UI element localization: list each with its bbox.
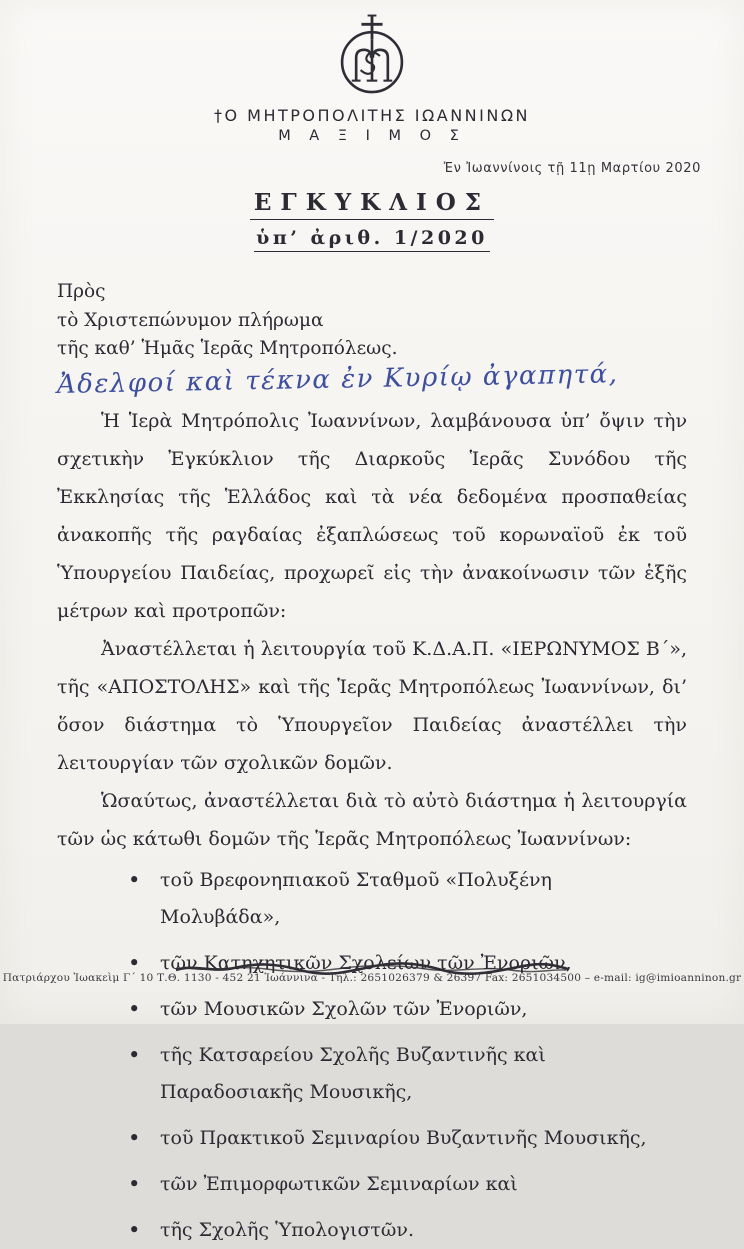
subject-block (57, 189, 687, 252)
list-item: • τῶν Ἐπιμορφωτικῶν Σεμιναρίων καὶ (57, 1166, 687, 1203)
handwritten-salutation: Ἀδελφοί καὶ τέκνα ἐν Κυρίῳ ἀγαπητά, (56, 358, 619, 400)
list-item: • τῶν Μουσικῶν Σχολῶν τῶν Ἐνοριῶν, (57, 991, 687, 1028)
body-paragraph: Ἡ Ἱερὰ Μητρόπολις Ἰωαννίνων, λαμβάνουσα ὑπ’ ὄψιν τὴν σχετικὴν Ἐγκύκλιον τῆς Διαρκοῦς Ἱερᾶς Συνόδου τῆς Ἐκκλησίας τῆς Ἑλλάδος καὶ τὰ νέα δεδομένα προσπαθείας ἀνακοπῆς τῆς ραγδαίας ἐξαπλώσεως τοῦ κορωναϊοῦ ἐκ τοῦ Ὑπουργείου Παιδείας, προχωρεῖ εἰς τὴν ἀνακοίνωσιν τῶν ἑξῆς μέτρων καὶ προτροπῶν: (57, 409, 687, 622)
recipient-block (57, 278, 687, 364)
circular-title: ΕΓΚΥΚΛΙΟΣ (250, 189, 494, 220)
dateline: Ἐν Ἰωαννίνοις τῇ 11ῃ Μαρτίου 2020 (443, 161, 701, 176)
footer-contact: Πατριάρχου Ἰωακεὶμ Γ΄ 10 Τ.Θ. 1130 - 452 21 Ἰωάννινα - Τηλ.: 2651026379 & 26397 Fax: 2651034500 – e-mail: ig@imioanninon.gr (2, 972, 742, 984)
list-item: • τοῦ Πρακτικοῦ Σεμιναρίου Βυζαντινῆς Μουσικῆς, (57, 1120, 687, 1157)
emblem (57, 12, 687, 104)
recipient-line: τὸ Χριστεπώνυμον πλήρωμα (57, 309, 324, 331)
recipient-line: Πρὸς (57, 281, 106, 302)
letterhead-name: Μ Α Ξ Ι Μ Ο Σ (278, 128, 466, 144)
list-item: • τῶν Κατηχητικῶν Σχολείων τῶν Ἐνοριῶν, (57, 945, 687, 982)
list-item: • τῆς Κατσαρείου Σχολῆς Βυζαντινῆς καὶ Παραδοσιακῆς Μουσικῆς, (57, 1037, 687, 1111)
list-item: • τοῦ Βρεφονηπιακοῦ Σταθμοῦ «Πολυξένη Μολυβάδα», (57, 862, 687, 936)
circular-number: ὑπ’ ἀριθ. 1/2020 (254, 227, 490, 252)
recipient-line: τῆς καθ’ Ἡμᾶς Ἱερᾶς Μητροπόλεως. (57, 338, 398, 359)
suspended-structures-list (57, 862, 687, 1249)
body-text (57, 402, 687, 1249)
metropolitan-cross-monogram-icon (328, 12, 416, 100)
letterhead-title: †Ο ΜΗΤΡΟΠΟΛΙΤΗΣ ΙΩΑΝΝΙΝΩΝ (213, 106, 531, 125)
body-paragraph: Ὡσαύτως, ἀναστέλλεται διὰ τὸ αὐτὸ διάστημα ἡ λειτουργία τῶν ὡς κάτωθι δομῶν τῆς Ἱερᾶς Μητροπόλεως Ἰωαννίνων: (57, 789, 687, 850)
body-paragraph: Ἀναστέλλεται ἡ λειτουργία τοῦ Κ.Δ.Α.Π. «ΙΕΡΩΝΥΜΟΣ Β΄», τῆς «ΑΠΟΣΤΟΛΗΣ» καὶ τῆς Ἱερᾶς Μητροπόλεως Ἰωαννίνων, δι’ ὅσον διάστημα τὸ Ὑπουργεῖον Παιδείας ἀναστέλλει τὴν λειτουργίαν τῶν σχολικῶν δομῶν. (57, 637, 687, 774)
list-item: • τῆς Σχολῆς Ὑπολογιστῶν. (57, 1212, 687, 1249)
